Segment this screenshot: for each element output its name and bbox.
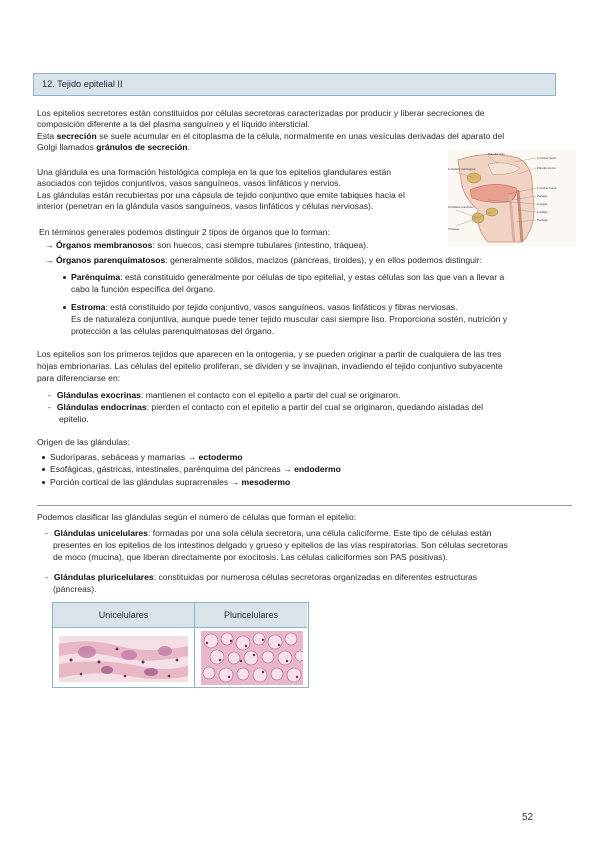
glands-origin-title: Origen de las glándulas: [37, 437, 130, 447]
bullet-icon [42, 481, 45, 484]
intro-line-4: Golgi llamados gránulos de secreción. [37, 142, 190, 152]
exocrine-item: - Glándulas exocrinas: mantienen el contacto con el epitelio a partir del cual se originaron. [48, 390, 401, 400]
table-header-pluricelulares: Pluricelulares [195, 603, 307, 628]
pluricellular-micrograph [201, 631, 303, 685]
origin-item-endodermo: Esofágicas, gástricas, intestinales, parénquima del páncreas → endodermo [42, 464, 341, 475]
unicellular-item: - Glándulas unicelulares: formadas por una sola célula secretora, una célula caliciforme. Este tipo de células están [45, 528, 492, 538]
classify-intro: Podemos clasificar las glándulas según el número de células que forman el epitelio: [37, 512, 357, 522]
anat-label-lengua: Lengua [537, 202, 548, 206]
origin-line-1: Los epitelios son los primeros tejidos que aparecen en la ontogenia, y se pueden originar a partir de cualquiera de las tres [37, 349, 502, 359]
anat-label-sublingual: Glándula sublingual [448, 167, 476, 171]
anat-label-laringe: Laringe [537, 210, 548, 214]
divider [37, 505, 572, 506]
intro-line-3: Esta secreción se suele acumular en el citoplasma de la célula, normalmente en unas vesículas derivadas del aparato del [37, 131, 505, 141]
origin-item-mesodermo: Porción cortical de las glándulas suprarrenales → mesodermo [42, 477, 290, 488]
anat-label-esofago: Esófago [537, 218, 549, 222]
bullet-icon [42, 456, 45, 459]
organ-membranous: → Órganos membranosos: son huecos, casi siempre tubulares (intestino, tráquea). [45, 240, 369, 250]
gland-line-4: interior (penetran en la glándula vasos sanguíneos, vasos linfáticos y células nerviosas). [37, 201, 374, 211]
anat-label-cavidad-nasal: Cavidad nasal [537, 156, 557, 160]
bullet-icon [63, 276, 66, 279]
gland-types-table [52, 602, 309, 688]
anat-label-paladar-suave: Paladar suave [537, 166, 556, 170]
estroma-item: Estroma: está constituido por tejido conjuntivo, vasos sanguíneos, vasos linfáticos y fibras nerviosas. [63, 302, 457, 313]
anat-label-cavidad-bucal: Cavidad bucal [537, 186, 557, 190]
gland-line-3: Las glándulas están recubiertas por una cápsula de tejido conjuntivo que emite tabiques hacia el [37, 190, 405, 200]
intro-line-2: composición diferente a la del plasma sanguíneo y el líquido intersticial. [37, 119, 310, 129]
origin-line-2: hojas embrionarias. Las células del epitelio proliferan, se dividen y se invajinan, invadiendo el tejido conjuntivo subyacente [37, 361, 503, 371]
origin-item-ectodermo: Sudoríparas, sebáceas y mamarias → ectodermo [42, 452, 242, 463]
table-divider [194, 627, 195, 687]
estroma-cont-2: protección a las células parenquimatosas del órgano. [71, 326, 275, 336]
anat-label-faringe: Faringe [537, 194, 548, 198]
organ-parenchymal: → Órganos parenquimatosos: generalmente sólidos, macizos (páncreas, tiroides), y en ellos podemos distinguir: [45, 255, 483, 265]
pluricellular-item: - Glándulas pluricelulares: constituidas por numerosa células secretoras organizadas en diferentes estructuras [45, 572, 478, 582]
origin-line-3: para diferenciarse en: [37, 373, 121, 383]
section-title-box [33, 73, 556, 96]
organs-intro: En términos generales podemos distinguir 2 tipos de órganos que lo forman: [39, 227, 330, 237]
table-header-unicelulares: Unicelulares [53, 603, 195, 628]
parenquima-cont: cabo la función específica del órgano. [71, 284, 216, 294]
parenquima-item: Parénquima: está constituido generalmente por células de tipo epitelial, y estas células son las que van a llevar a [63, 272, 504, 283]
anat-label-parotida: Glándula parótida [448, 205, 473, 209]
unicellular-micrograph [59, 636, 188, 682]
intro-line-1: Los epitelios secretores están constituidos por células secretoras caracterizadas por producir y liberar secreciones de [37, 108, 485, 118]
bullet-icon [63, 306, 66, 309]
unicellular-cont-1: presentes en los epitelios de los intestinos delgado y grueso y epitelios de las vías respiratorias. Son células secretoras [53, 540, 508, 550]
estroma-cont-1: Es de naturaleza conjuntiva, aunque puede tener tejido muscular casi siempre liso. Proporciona sostén, nutrición y [71, 314, 508, 324]
anat-label-paladar-duro: Paladar duro [488, 152, 506, 156]
page-number: 52 [522, 812, 534, 823]
salivary-glands-figure [448, 150, 576, 246]
endocrine-item: - Glándulas endocrinas: pierden el contacto con el epitelio a partir del cual se originaron, quedando aisladas del [48, 402, 483, 412]
endocrine-cont: epitelio. [59, 414, 89, 424]
gland-line-1: Una glándula es una formación histológica compleja en la que los epitelios glandulares están [37, 167, 392, 177]
section-title: 12. Tejido epitelial II [42, 79, 123, 89]
gland-line-2: asociados con tejidos conjuntivos, vasos sanguíneos, vasos linfáticos y nervios. [37, 178, 341, 188]
anat-label-traquea: Tráquea [448, 227, 459, 231]
bullet-icon [42, 468, 45, 471]
unicellular-cont-2: de moco (mucina), que liberan directamente por exocitosis. Las células caliciformes son PAS positivas). [53, 552, 448, 562]
pluricellular-cont: (páncreas). [53, 584, 97, 594]
